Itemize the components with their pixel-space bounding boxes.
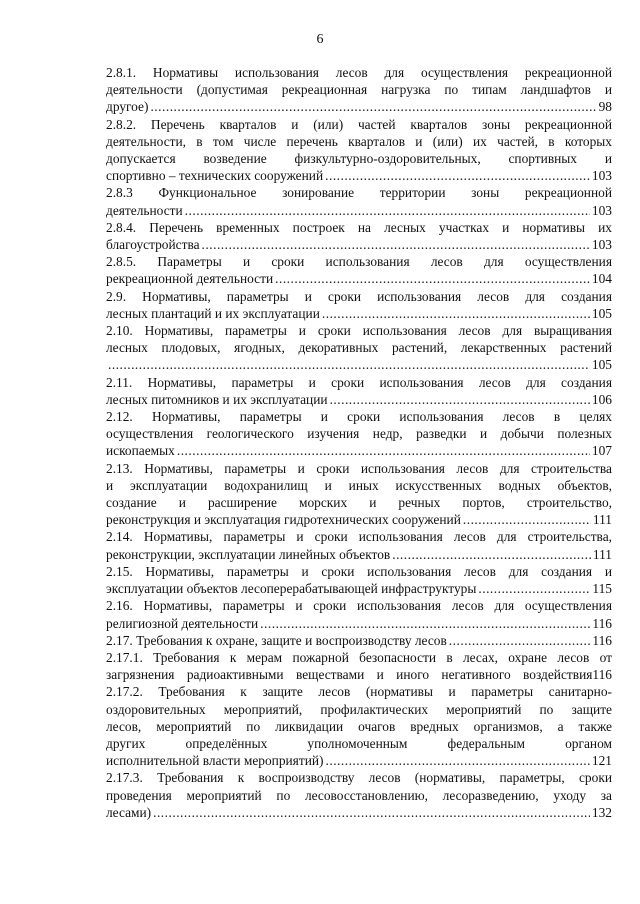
- toc-entry-page-number: 111: [592, 546, 612, 562]
- toc-entry-line: 2.8.1. Нормативы использования лесов для осуществления рекреационной: [106, 65, 612, 80]
- toc-entry-page-number: 106: [591, 391, 612, 407]
- toc-entry-line: 2.8.5. Параметры и сроки использования лесов для осуществления: [106, 254, 612, 270]
- toc-entry-line: 2.15. Нормативы, параметры и сроки использования лесов для создания и: [106, 563, 612, 579]
- toc-entry-last-line: [106, 752, 612, 769]
- toc-entry-last-line: [106, 580, 612, 597]
- toc-entry-text: исполнительной власти мероприятий): [106, 753, 324, 769]
- toc-entry[interactable]: [106, 116, 612, 185]
- toc-entry-last-line: [106, 546, 612, 563]
- toc-entry[interactable]: [106, 683, 612, 769]
- table-of-contents: [106, 64, 612, 821]
- toc-entry-last-line: [106, 98, 612, 115]
- dot-leader: [177, 442, 590, 459]
- toc-entry-text: реконструкции, эксплуатации линейных объектов: [106, 546, 391, 562]
- toc-entry[interactable]: [106, 253, 612, 287]
- toc-entry-last-line: [106, 167, 612, 184]
- toc-entry[interactable]: [106, 288, 612, 322]
- toc-entry-line: проведения мероприятий по лесовосстановлению, лесоразведению, уходу за: [106, 787, 612, 803]
- toc-entry-page-number: 116: [592, 615, 612, 631]
- toc-entry-page-number: 98: [598, 99, 612, 115]
- toc-entry-line: 2.8.4. Перечень временных построек на лесных участках и нормативы их: [106, 219, 612, 235]
- toc-entry-line: других определённых уполномоченным федеральным органом: [106, 735, 612, 751]
- toc-entry-line: 2.10. Нормативы, параметры и сроки использования лесов для выращивания: [106, 323, 612, 339]
- dot-leader: [463, 511, 591, 528]
- toc-entry-line: создание и расширение морских и речных портов, строительство,: [106, 495, 612, 511]
- toc-entry-line: оздоровительных мероприятий, профилактических мероприятий по защите: [106, 701, 612, 717]
- dot-leader: [150, 98, 596, 115]
- toc-entry-line: лесов, мероприятий по ликвидации очагов вредных организмов, а также: [106, 718, 612, 734]
- toc-entry-line: 2.11. Нормативы, параметры и сроки использования лесов для создания: [106, 374, 612, 390]
- toc-entry[interactable]: [106, 649, 612, 683]
- toc-entry-last-line: [106, 391, 612, 408]
- toc-entry-text: благоустройства: [106, 237, 200, 253]
- toc-entry-line: 2.8.2. Перечень кварталов и (или) частей кварталов зоны рекреационной: [106, 116, 612, 132]
- toc-entry-page-number: 103: [591, 237, 612, 253]
- toc-entry-text: ископаемых: [106, 443, 175, 459]
- toc-entry-text: лесных плантаций и их эксплуатации: [106, 305, 320, 321]
- dot-leader: [325, 167, 590, 184]
- toc-entry[interactable]: [106, 632, 612, 649]
- toc-entry-line: деятельности (допустимая рекреационная нагрузка по типам ландшафтов и: [106, 82, 612, 98]
- toc-entry[interactable]: [106, 769, 612, 821]
- toc-entry[interactable]: [106, 460, 612, 529]
- dot-leader: [322, 305, 590, 322]
- toc-entry-page-number: 104: [591, 271, 612, 287]
- toc-entry-page-number: 105: [591, 305, 612, 321]
- toc-entry-text: деятельности: [106, 202, 183, 218]
- toc-entry-line: 2.17.1. Требования к мерам пожарной безопасности в лесах, охране лесов от: [106, 649, 612, 665]
- toc-entry-text: рекреационной деятельности: [106, 271, 274, 287]
- dot-leader: [449, 632, 591, 649]
- dot-leader: [392, 546, 591, 563]
- toc-entry-line: 2.9. Нормативы, параметры и сроки использования лесов для создания: [106, 288, 612, 304]
- toc-entry-text: реконструкция и эксплуатация гидротехнических сооружений: [106, 512, 461, 528]
- toc-entry-line: 2.12. Нормативы, параметры и сроки использования лесов в целях: [106, 409, 612, 425]
- toc-entry-page-number: 111: [592, 512, 612, 528]
- dot-leader: [260, 615, 590, 632]
- toc-entry-text: эксплуатации объектов лесоперерабатывающей инфраструктуры: [106, 581, 477, 597]
- dot-leader: [185, 202, 590, 219]
- toc-entry[interactable]: [106, 528, 612, 562]
- toc-entry-page-number: 115: [592, 581, 612, 597]
- toc-entry-text: другое): [106, 99, 149, 115]
- toc-entry-line: 2.17.2. Требования к защите лесов (нормативы и параметры санитарно-: [106, 684, 612, 700]
- toc-entry[interactable]: [106, 597, 612, 631]
- toc-entry-line: допускается возведение физкультурно-оздоровительных, спортивных и: [106, 151, 612, 167]
- dot-leader: [330, 391, 590, 408]
- dot-leader: [478, 580, 590, 597]
- toc-entry-text: религиозной деятельности: [106, 615, 259, 631]
- toc-entry[interactable]: [106, 322, 612, 374]
- toc-entry-last-line: [106, 804, 612, 821]
- toc-entry-last-line: [106, 236, 612, 253]
- dot-leader: [202, 236, 590, 253]
- dot-leader: [326, 752, 590, 769]
- toc-entry-page-number: 121: [591, 753, 612, 769]
- toc-entry-line: и эксплуатации водохранилищ и иных искусственных водных объектов,: [106, 477, 612, 493]
- page-number: 6: [316, 32, 324, 47]
- dot-leader: [153, 804, 590, 821]
- toc-entry-last-line: [106, 202, 612, 219]
- toc-entry[interactable]: [106, 563, 612, 597]
- toc-entry-line: лесных плодовых, ягодных, декоративных растений, лекарственных растений: [106, 340, 612, 356]
- toc-entry-last-line: [106, 632, 612, 649]
- toc-entry-line: 2.14. Нормативы, параметры и сроки использования лесов для строительства,: [106, 529, 612, 545]
- toc-entry-page-number: 103: [591, 168, 612, 184]
- toc-entry[interactable]: [106, 219, 612, 253]
- toc-entry[interactable]: [106, 184, 612, 218]
- toc-entry-line: загрязнения радиоактивными веществами и иного негативного воздействия116: [106, 667, 612, 683]
- toc-entry-page-number: 132: [591, 804, 612, 820]
- toc-entry-page-number: 103: [591, 202, 612, 218]
- toc-entry-text: лесами): [106, 804, 152, 820]
- toc-entry-page-number: 105: [591, 357, 612, 373]
- toc-entry-last-line: [106, 305, 612, 322]
- toc-entry[interactable]: [106, 64, 612, 116]
- toc-entry-line: 2.16. Нормативы, параметры и сроки использования лесов для осуществления: [106, 598, 612, 614]
- toc-entry-last-line: [106, 270, 612, 287]
- toc-entry-page-number: 107: [591, 443, 612, 459]
- toc-entry-last-line: [106, 511, 612, 528]
- toc-entry-text: 2.17. Требования к охране, защите и воспроизводству лесов: [106, 632, 447, 648]
- toc-entry-text: лесных питомников и их эксплуатации: [106, 391, 328, 407]
- toc-entry[interactable]: [106, 408, 612, 460]
- toc-entry-page-number: 116: [592, 632, 612, 648]
- toc-entry-line: деятельности, в том числе перечень кварталов и (или) их частей, в которых: [106, 133, 612, 149]
- dot-leader: [275, 270, 590, 287]
- toc-entry-line: осуществления геологического изучения недр, разведки и добычи полезных: [106, 426, 612, 442]
- toc-entry-last-line: [106, 442, 612, 459]
- toc-entry-text: спортивно – технических сооружений: [106, 168, 324, 184]
- toc-entry-line: 2.17.3. Требования к воспроизводству лесов (нормативы, параметры, сроки: [106, 770, 612, 786]
- toc-entry-last-line: [106, 615, 612, 632]
- toc-entry-last-line: [106, 356, 612, 373]
- dot-leader: [108, 356, 590, 373]
- toc-entry[interactable]: [106, 374, 612, 408]
- toc-entry-line: 2.13. Нормативы, параметры и сроки использования лесов для строительства: [106, 460, 612, 476]
- toc-entry-line: 2.8.3 Функциональное зонирование территории зоны рекреационной: [106, 185, 612, 201]
